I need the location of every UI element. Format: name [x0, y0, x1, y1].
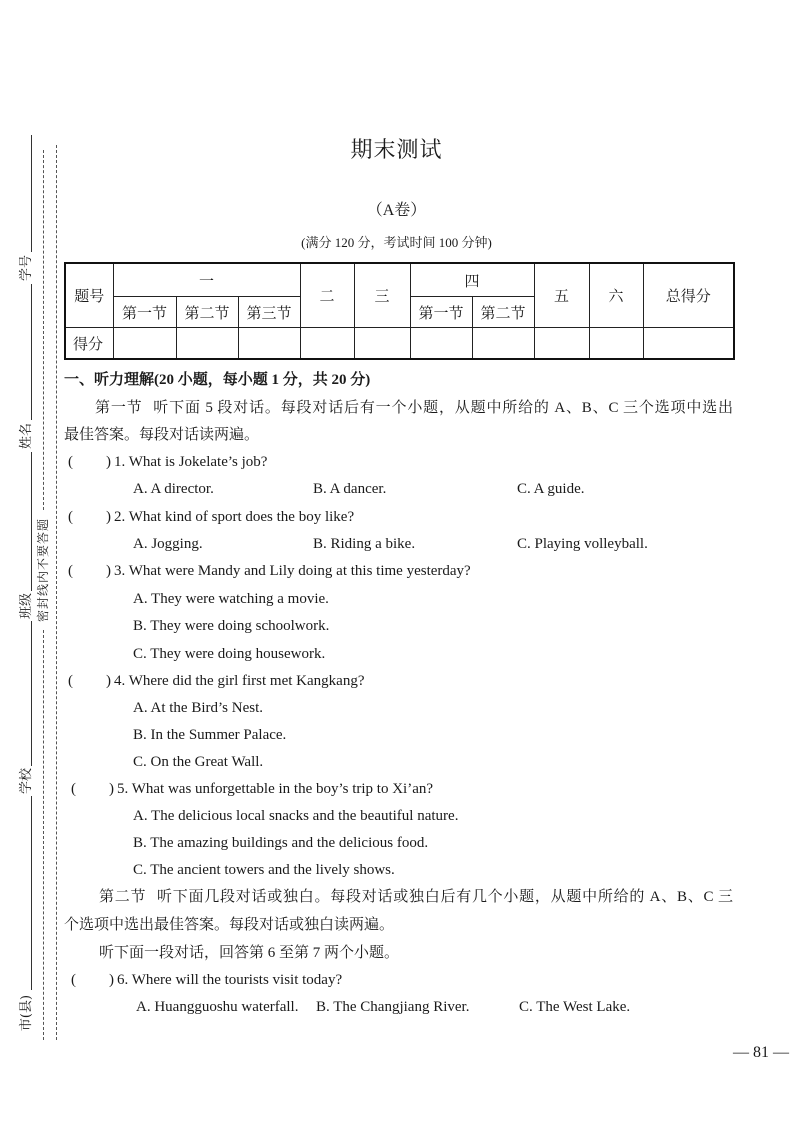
score-cell[interactable] — [300, 328, 354, 360]
option-c: C. They were doing housework. — [133, 646, 326, 662]
question-6-options — [0, 997, 793, 1017]
question-5-option-b-row — [0, 833, 793, 853]
answer-blank[interactable] — [69, 779, 115, 799]
bracket-open: ( — [68, 509, 73, 525]
question-stem: 6. Where will the tourists visit today? — [117, 972, 343, 988]
part-4-section-2-header: 第二节 — [472, 297, 534, 328]
question-5-option-a-row — [0, 806, 793, 826]
dialogue-prompt: 听下面一段对话，回答第 6 至第 7 两个小题。 — [99, 945, 400, 961]
score-cell[interactable] — [472, 328, 534, 360]
option-c: C. On the Great Wall. — [133, 754, 264, 770]
bracket-open: ( — [71, 972, 76, 988]
option-a: A. At the Bird’s Nest. — [133, 700, 263, 716]
part-1-section-1-header: 第一节 — [113, 297, 176, 328]
question-6 — [0, 970, 793, 990]
answer-blank[interactable] — [66, 452, 112, 472]
score-row-label: 得分 — [65, 328, 113, 360]
question-4-option-a-row — [0, 698, 793, 718]
student-id-label: 学号 — [19, 254, 34, 282]
bracket-open: ( — [68, 673, 73, 689]
part-6-header: 六 — [589, 263, 643, 328]
class-label: 班级 — [19, 592, 34, 620]
bracket-open: ( — [68, 563, 73, 579]
question-stem: 2. What kind of sport does the boy like? — [114, 509, 355, 525]
section-heading: 一、听力理解(20 小题，每小题 1 分，共 20 分) — [64, 372, 371, 388]
bracket-close: ) — [106, 563, 111, 579]
city-label: 市(县) — [19, 994, 34, 1032]
name-field[interactable] — [31, 284, 32, 420]
total-score-cell[interactable] — [643, 328, 734, 360]
question-5 — [0, 779, 793, 799]
score-cell[interactable] — [176, 328, 238, 360]
option-c: C. The ancient towers and the lively shows. — [133, 862, 395, 878]
question-stem: 3. What were Mandy and Lily doing at this time yesterday? — [114, 563, 471, 579]
bracket-close: ) — [109, 781, 114, 797]
bracket-close: ) — [106, 509, 111, 525]
question-1 — [0, 452, 793, 472]
question-4-option-b-row — [0, 725, 793, 745]
option-b: B. The amazing buildings and the delicious food. — [133, 835, 429, 851]
school-label: 学校 — [19, 767, 34, 795]
question-stem: 1. What is Jokelate’s job? — [114, 454, 268, 470]
part-1-section-2-header: 第二节 — [176, 297, 238, 328]
question-5-option-c-row — [0, 860, 793, 880]
answer-blank[interactable] — [66, 507, 112, 527]
part-1-section-3-header: 第三节 — [238, 297, 300, 328]
option-c: C. The West Lake. — [519, 999, 631, 1015]
part-4-header: 四 — [410, 263, 534, 297]
part2-instruction-line2: 个选项中选出最佳答案。每段对话或独白读两遍。 — [64, 917, 395, 933]
bracket-close: ) — [106, 454, 111, 470]
option-b: B. A dancer. — [313, 481, 387, 497]
option-a: A. Huangguoshu waterfall. — [136, 999, 299, 1015]
total-score-header: 总得分 — [643, 263, 734, 328]
part-5-header: 五 — [534, 263, 589, 328]
option-a: A. They were watching a movie. — [133, 591, 329, 607]
part1-label: 第一节 — [95, 400, 143, 416]
answer-blank[interactable] — [69, 970, 115, 990]
part-1-header: 一 — [113, 263, 300, 297]
question-2 — [0, 507, 793, 527]
part2-instruction-line1 — [99, 887, 733, 907]
bracket-close: ) — [109, 972, 114, 988]
part1-instruction-text: 听下面 5 段对话。每段对话后有一个小题，从题中所给的 A、B、C 三个选项中选出 — [152, 400, 733, 416]
answer-blank[interactable] — [66, 671, 112, 691]
bracket-close: ) — [106, 673, 111, 689]
question-3-option-c-row — [0, 644, 793, 664]
seal-notice: 密封线内不要答题 — [36, 517, 50, 623]
page-number: — 81 — — [733, 1044, 789, 1061]
option-a: A. Jogging. — [133, 536, 203, 552]
score-cell[interactable] — [410, 328, 472, 360]
answer-blank[interactable] — [66, 561, 112, 581]
bracket-open: ( — [68, 454, 73, 470]
score-cell[interactable] — [113, 328, 176, 360]
option-b: B. Riding a bike. — [313, 536, 416, 552]
question-4 — [0, 671, 793, 691]
question-4-option-c-row — [0, 752, 793, 772]
question-3 — [0, 561, 793, 581]
option-a: A. The delicious local snacks and the beautiful nature. — [133, 808, 459, 824]
question-2-options — [0, 534, 793, 554]
option-c: C. Playing volleyball. — [517, 536, 648, 552]
part-3-header: 三 — [354, 263, 410, 328]
option-b: B. In the Summer Palace. — [133, 727, 287, 743]
question-stem: 5. What was unforgettable in the boy’s trip to Xi’an? — [117, 781, 434, 797]
score-cell[interactable] — [589, 328, 643, 360]
option-c: C. A guide. — [517, 481, 585, 497]
score-cell[interactable] — [354, 328, 410, 360]
question-1-options — [0, 479, 793, 499]
paper-version: （A卷） — [366, 202, 427, 219]
part-2-header: 二 — [300, 263, 354, 328]
page-title: 期末测试 — [350, 137, 443, 162]
score-cell[interactable] — [534, 328, 589, 360]
score-table — [64, 262, 735, 360]
part1-instruction-line2: 最佳答案。每段对话读两遍。 — [64, 427, 260, 443]
part-4-section-1-header: 第一节 — [410, 297, 472, 328]
bracket-open: ( — [71, 781, 76, 797]
part2-instruction-text: 听下面几段对话或独白。每段对话或独白后有几个小题，从题中所给的 A、B、C 三 — [156, 889, 733, 905]
part1-instruction-line1 — [95, 398, 733, 418]
name-label: 姓名 — [19, 422, 34, 450]
question-3-option-a-row — [0, 589, 793, 609]
exam-info: (满分 120 分，考试时间 100 分钟) — [301, 235, 492, 250]
option-b: B. They were doing schoolwork. — [133, 618, 330, 634]
question-stem: 4. Where did the girl first met Kangkang? — [114, 673, 365, 689]
question-3-option-b-row — [0, 616, 793, 636]
part2-label: 第二节 — [99, 889, 147, 905]
option-a: A. A director. — [133, 481, 214, 497]
option-b: B. The Changjiang River. — [316, 999, 470, 1015]
question-no-header: 题号 — [65, 263, 113, 328]
score-cell[interactable] — [238, 328, 300, 360]
